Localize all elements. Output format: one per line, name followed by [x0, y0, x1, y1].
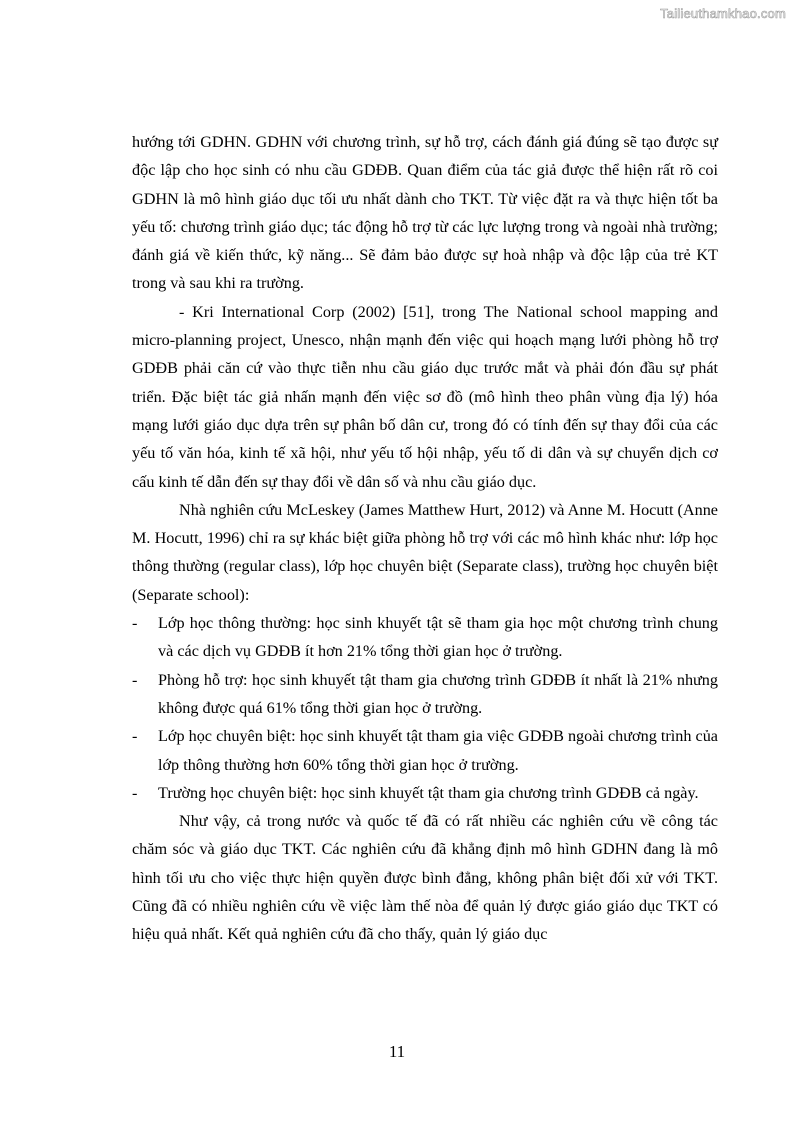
paragraph-kri-corp: - Kri International Corp (2002) [51], trong The National school mapping and micro-planning project, Unesco, nhận mạnh đến việc qui hoạch mạng lưới phòng hỗ trợ GDĐB phải căn cứ vào thực tiễn nhu cầu giáo dục trước mắt và phải đón đầu sự phát triển. Đặc biệt tác giả nhấn mạnh đến việc sơ đồ (mô hình theo phân vùng địa lý) hóa mạng lưới giáo dục dựa trên sự phân bố dân cư, trong đó có tính đến sự thay đổi của các yếu tố văn hóa, kinh tế xã hội, như yếu tố hội nhập, yếu tố di dân và sự chuyển dịch cơ cấu kinh tế dẫn đến sự thay đổi về dân số và nhu cầu giáo dục. — [132, 302, 718, 491]
list-dash: - — [132, 783, 138, 802]
list-item-text: Lớp học chuyên biệt: học sinh khuyết tật tham gia việc GDĐB ngoài chương trình của lớp thông thường hơn 60% tổng thời gian học ở trường. — [158, 727, 718, 774]
list-item-resource-room — [132, 666, 718, 723]
list-dash: - — [132, 614, 138, 633]
document-body — [132, 128, 718, 949]
list-item-regular-class — [132, 609, 718, 666]
page-number: 11 — [388, 1042, 406, 1061]
paragraph-conclusion: Như vậy, cả trong nước và quốc tế đã có rất nhiều các nghiên cứu về công tác chăm sóc và giáo dục TKT. Các nghiên cứu đã khẳng định mô hình GDHN đang là mô hình tối ưu cho việc thực hiện quyền được bình đẳng, không phân biệt đối xử với TKT. Cũng đã có nhiều nghiên cứu về việc làm thế nòa để quản lý được giáo giáo dục TKT có hiệu quả nhất. Kết quả nghiên cứu đã cho thấy, quản lý giáo dục — [132, 812, 718, 944]
list-dash: - — [132, 670, 138, 689]
list-dash: - — [132, 727, 138, 746]
paragraph-continuation: hướng tới GDHN. GDHN với chương trình, sự hỗ trợ, cách đánh giá đúng sẽ tạo được sự độc lập cho học sinh có nhu cầu GDĐB. Quan điểm của tác giả được thể hiện rất rõ coi GDHN là mô hình giáo dục tối ưu nhất dành cho TKT. Từ việc đặt ra và thực hiện tốt ba yếu tố: chương trình giáo dục; tác động hỗ trợ từ các lực lượng trong và ngoài nhà trường; đánh giá về kiến thức, kỹ năng... Sẽ đảm bảo được sự hoà nhập và độc lập của trẻ KT trong và sau khi ra trường. — [132, 133, 718, 293]
list-item-text: Lớp học thông thường: học sinh khuyết tật sẽ tham gia học một chương trình chung và các dịch vụ GDĐB ít hơn 21% tổng thời gian học ở trường. — [158, 614, 718, 661]
list-item-text: Phòng hỗ trợ: học sinh khuyết tật tham gia chương trình GDĐB ít nhất là 21% nhưng không được quá 61% tổng thời gian học ở trường. — [158, 670, 718, 717]
model-list — [132, 609, 718, 807]
list-item-text: Trường học chuyên biệt: học sinh khuyết tật tham gia chương trình GDĐB cả ngày. — [158, 783, 699, 802]
watermark: Tailieuthamkhao.com — [660, 6, 786, 21]
list-item-separate-class — [132, 722, 718, 779]
paragraph-mcleskey: Nhà nghiên cứu McLeskey (James Matthew Hurt, 2012) và Anne M. Hocutt (Anne M. Hocutt, 1996) chỉ ra sự khác biệt giữa phòng hỗ trợ với các mô hình khác như: lớp học thông thường (regular class), lớp học chuyên biệt (Separate class), trường học chuyên biệt (Separate school): — [132, 500, 718, 604]
list-item-separate-school — [132, 779, 718, 807]
